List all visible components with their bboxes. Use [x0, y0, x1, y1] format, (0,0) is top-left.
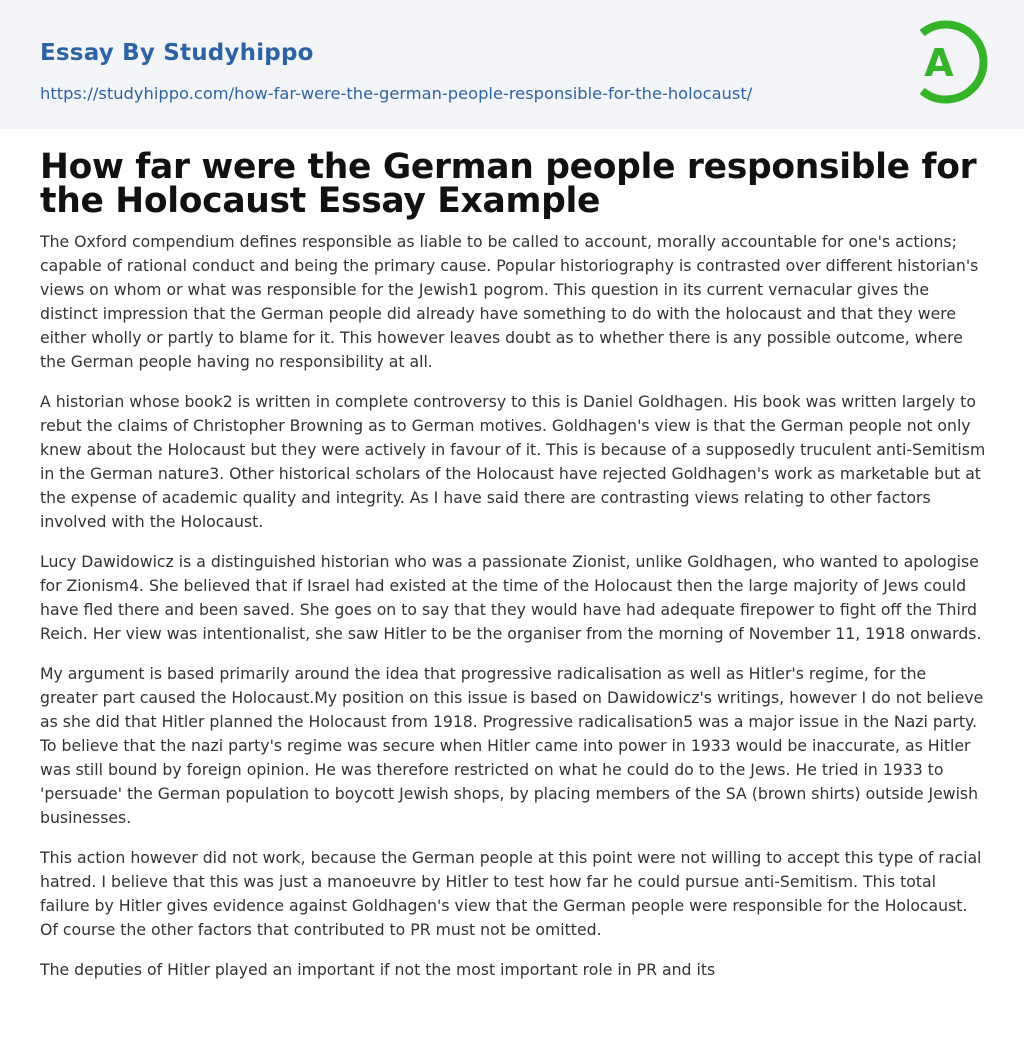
essay-paragraph: This action however did not work, because the German people at this point were not willing to accept this type of racial hatred. I believe that this was just a manoeuvre by Hitler to test how far he could pursue anti-Semitism. This total failure by Hitler gives evidence against Goldhagen's view that the German people were responsible for the Holocaust. Of course the other factors that contributed to PR must not be omitted. [40, 848, 982, 939]
essay-content [40, 147, 986, 998]
essay-paragraph: A historian whose book2 is written in complete controversy to this is Daniel Goldhagen. His book was written largely to rebut the claims of Christopher Browning as to German motives. Goldhagen's view is that the German people not only knew about the Holocaust but they were actively in favour of it. This is because of a supposedly truculent anti-Semitism in the German nature3. Other historical scholars of the Holocaust have rejected Goldhagen's work as marketable but at the expense of academic quality and integrity. As I have said there are contrasting views relating to other factors involved with the Holocaust. [40, 392, 986, 531]
essay-title: How far were the German people responsible for the Holocaust Essay Example [40, 147, 977, 221]
site-header [0, 0, 1024, 129]
essay-paragraph: My argument is based primarily around the idea that progressive radicalisation as well as Hitler's regime, for the greater part caused the Holocaust.My position on this issue is based on Dawidowicz's writings, however I do not believe as she did that Hitler planned the Holocaust from 1918. Progressive radicalisation5 was a major issue in the Nazi party. To believe that the nazi party's regime was secure when Hitler came into power in 1933 would be inaccurate, as Hitler was still bound by foreign opinion. He was therefore restricted on what he could do to the Jews. He tried in 1933 to 'persuade' the German population to boycott Jewish shops, by placing members of the SA (brown shirts) outside Jewish businesses. [40, 664, 984, 827]
studyhippo-logo[interactable] [908, 18, 988, 106]
essay-paragraph: The Oxford compendium defines responsible as liable to be called to account, morally accountable for one's actions; capable of rational conduct and being the primary cause. Popular historiography is contrasted over different historian's views on whom or what was responsible for the Jewish1 pogrom. This question in its current vernacular gives the distinct impression that the German people did already have something to do with the holocaust and that they were either wholly or partly to blame for it. This however leaves doubt as to whether there is any possible outcome, where the German people having no responsibility at all. [40, 232, 979, 371]
logo-letter: A [924, 41, 954, 85]
brand-title[interactable]: Essay By Studyhippo [40, 40, 314, 66]
essay-paragraph: Lucy Dawidowicz is a distinguished historian who was a passionate Zionist, unlike Goldhagen, who wanted to apologise for Zionism4. She believed that if Israel had existed at the time of the Holocaust then the large majority of Jews could have fled there and been saved. She goes on to say that they would have had adequate firepower to fight off the Third Reich. Her view was intentionalist, she saw Hitler to be the organiser from the morning of November 11, 1918 onwards. [40, 552, 982, 643]
source-url-link[interactable]: https://studyhippo.com/how-far-were-the-german-people-responsible-for-the-holocaust/ [40, 84, 753, 103]
essay-paragraph: The deputies of Hitler played an important if not the most important role in PR and its [40, 960, 716, 979]
